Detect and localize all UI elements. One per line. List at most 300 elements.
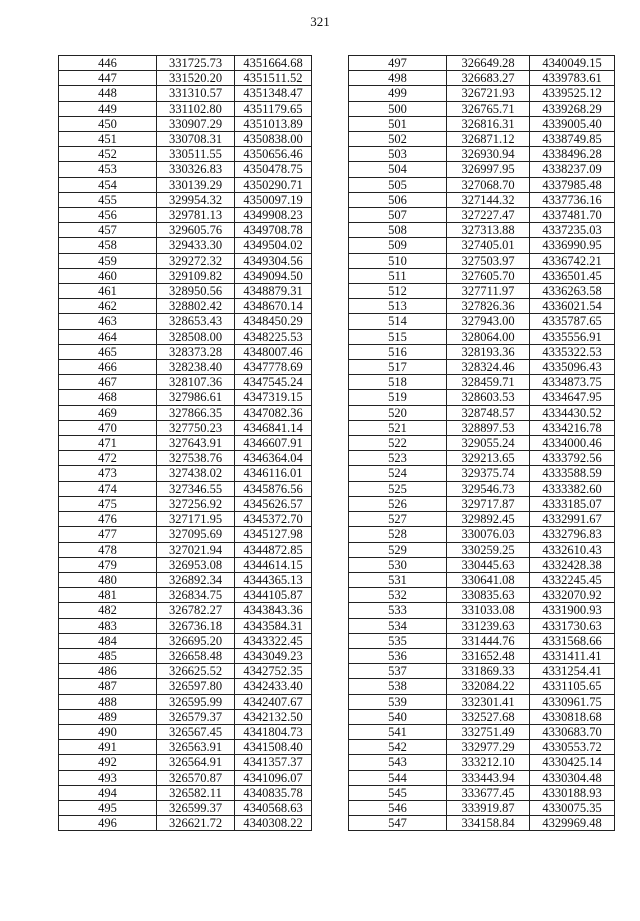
- x-coordinate-cell: 328950.56: [157, 284, 235, 299]
- table-row: [59, 800, 312, 815]
- table-row: [59, 268, 312, 283]
- y-coordinate-cell: 4331568.66: [530, 633, 615, 648]
- table-row: [349, 496, 615, 511]
- x-coordinate-cell: 330708.31: [157, 132, 235, 147]
- table-row: [349, 557, 615, 572]
- point-number-cell: 465: [59, 344, 157, 359]
- x-coordinate-cell: 330907.29: [157, 116, 235, 131]
- y-coordinate-cell: 4337985.48: [530, 177, 615, 192]
- point-number-cell: 489: [59, 709, 157, 724]
- y-coordinate-cell: 4334000.46: [530, 436, 615, 451]
- table-row: [349, 679, 615, 694]
- point-number-cell: 522: [349, 436, 447, 451]
- table-row: [59, 740, 312, 755]
- x-coordinate-cell: 326625.52: [157, 664, 235, 679]
- point-number-cell: 470: [59, 420, 157, 435]
- table-row: [349, 481, 615, 496]
- point-number-cell: 484: [59, 633, 157, 648]
- y-coordinate-cell: 4347082.36: [235, 405, 312, 420]
- x-coordinate-cell: 329892.45: [447, 512, 530, 527]
- y-coordinate-cell: 4344614.15: [235, 557, 312, 572]
- table-row: [59, 694, 312, 709]
- x-coordinate-cell: 332301.41: [447, 694, 530, 709]
- y-coordinate-cell: 4345626.57: [235, 496, 312, 511]
- point-number-cell: 500: [349, 101, 447, 116]
- x-coordinate-cell: 328064.00: [447, 329, 530, 344]
- table-row: [59, 56, 312, 71]
- point-number-cell: 509: [349, 238, 447, 253]
- y-coordinate-cell: 4351013.89: [235, 116, 312, 131]
- y-coordinate-cell: 4337736.16: [530, 192, 615, 207]
- table-row: [349, 238, 615, 253]
- table-row: [59, 572, 312, 587]
- x-coordinate-cell: 326649.28: [447, 56, 530, 71]
- x-coordinate-cell: 330076.03: [447, 527, 530, 542]
- y-coordinate-cell: 4344365.13: [235, 572, 312, 587]
- point-number-cell: 513: [349, 299, 447, 314]
- y-coordinate-cell: 4348879.31: [235, 284, 312, 299]
- table-row: [349, 71, 615, 86]
- table-row: [349, 208, 615, 223]
- table-row: [59, 724, 312, 739]
- point-number-cell: 459: [59, 253, 157, 268]
- point-number-cell: 483: [59, 618, 157, 633]
- point-number-cell: 515: [349, 329, 447, 344]
- y-coordinate-cell: 4331900.93: [530, 603, 615, 618]
- y-coordinate-cell: 4350838.00: [235, 132, 312, 147]
- point-number-cell: 482: [59, 603, 157, 618]
- x-coordinate-cell: 328107.36: [157, 375, 235, 390]
- point-number-cell: 491: [59, 740, 157, 755]
- point-number-cell: 457: [59, 223, 157, 238]
- y-coordinate-cell: 4341508.40: [235, 740, 312, 755]
- y-coordinate-cell: 4336742.21: [530, 253, 615, 268]
- table-row: [59, 588, 312, 603]
- table-row: [59, 162, 312, 177]
- point-number-cell: 498: [349, 71, 447, 86]
- point-number-cell: 451: [59, 132, 157, 147]
- point-number-cell: 461: [59, 284, 157, 299]
- y-coordinate-cell: 4346116.01: [235, 466, 312, 481]
- y-coordinate-cell: 4338496.28: [530, 147, 615, 162]
- y-coordinate-cell: 4344105.87: [235, 588, 312, 603]
- table-row: [349, 405, 615, 420]
- point-number-cell: 508: [349, 223, 447, 238]
- point-number-cell: 517: [349, 360, 447, 375]
- point-number-cell: 528: [349, 527, 447, 542]
- table-row: [59, 299, 312, 314]
- point-number-cell: 446: [59, 56, 157, 71]
- y-coordinate-cell: 4348007.46: [235, 344, 312, 359]
- point-number-cell: 526: [349, 496, 447, 511]
- point-number-cell: 506: [349, 192, 447, 207]
- y-coordinate-cell: 4334430.52: [530, 405, 615, 420]
- y-coordinate-cell: 4350290.71: [235, 177, 312, 192]
- table-row: [59, 466, 312, 481]
- table-row: [349, 344, 615, 359]
- point-number-cell: 474: [59, 481, 157, 496]
- y-coordinate-cell: 4343584.31: [235, 618, 312, 633]
- x-coordinate-cell: 331033.08: [447, 603, 530, 618]
- point-number-cell: 521: [349, 420, 447, 435]
- x-coordinate-cell: 326582.11: [157, 785, 235, 800]
- x-coordinate-cell: 332977.29: [447, 740, 530, 755]
- y-coordinate-cell: 4331730.63: [530, 618, 615, 633]
- x-coordinate-cell: 328653.43: [157, 314, 235, 329]
- table-row: [349, 147, 615, 162]
- x-coordinate-cell: 327605.70: [447, 268, 530, 283]
- y-coordinate-cell: 4344872.85: [235, 542, 312, 557]
- x-coordinate-cell: 326816.31: [447, 116, 530, 131]
- y-coordinate-cell: 4332428.38: [530, 557, 615, 572]
- y-coordinate-cell: 4351511.52: [235, 71, 312, 86]
- y-coordinate-cell: 4335096.43: [530, 360, 615, 375]
- point-number-cell: 524: [349, 466, 447, 481]
- y-coordinate-cell: 4330683.70: [530, 724, 615, 739]
- y-coordinate-cell: 4336263.58: [530, 284, 615, 299]
- y-coordinate-cell: 4336501.45: [530, 268, 615, 283]
- y-coordinate-cell: 4345127.98: [235, 527, 312, 542]
- y-coordinate-cell: 4330961.75: [530, 694, 615, 709]
- point-number-cell: 535: [349, 633, 447, 648]
- x-coordinate-cell: 329781.13: [157, 208, 235, 223]
- table-row: [349, 633, 615, 648]
- point-number-cell: 499: [349, 86, 447, 101]
- x-coordinate-cell: 328748.57: [447, 405, 530, 420]
- y-coordinate-cell: 4341357.37: [235, 755, 312, 770]
- y-coordinate-cell: 4347778.69: [235, 360, 312, 375]
- point-number-cell: 529: [349, 542, 447, 557]
- table-row: [59, 618, 312, 633]
- point-number-cell: 505: [349, 177, 447, 192]
- table-row: [349, 618, 615, 633]
- x-coordinate-cell: 330511.55: [157, 147, 235, 162]
- y-coordinate-cell: 4342433.40: [235, 679, 312, 694]
- table-row: [59, 542, 312, 557]
- y-coordinate-cell: 4347319.15: [235, 390, 312, 405]
- y-coordinate-cell: 4335322.53: [530, 344, 615, 359]
- y-coordinate-cell: 4331254.41: [530, 664, 615, 679]
- x-coordinate-cell: 326930.94: [447, 147, 530, 162]
- y-coordinate-cell: 4332991.67: [530, 512, 615, 527]
- coordinates-table-left: [58, 55, 312, 831]
- point-number-cell: 512: [349, 284, 447, 299]
- x-coordinate-cell: 328508.00: [157, 329, 235, 344]
- table-row: [349, 603, 615, 618]
- point-number-cell: 468: [59, 390, 157, 405]
- point-number-cell: 454: [59, 177, 157, 192]
- x-coordinate-cell: 331520.20: [157, 71, 235, 86]
- point-number-cell: 496: [59, 816, 157, 831]
- table-row: [349, 800, 615, 815]
- x-coordinate-cell: 327405.01: [447, 238, 530, 253]
- table-row: [349, 527, 615, 542]
- x-coordinate-cell: 333443.94: [447, 770, 530, 785]
- y-coordinate-cell: 4343843.36: [235, 603, 312, 618]
- x-coordinate-cell: 328238.40: [157, 360, 235, 375]
- table-row: [349, 466, 615, 481]
- x-coordinate-cell: 327503.97: [447, 253, 530, 268]
- point-number-cell: 447: [59, 71, 157, 86]
- x-coordinate-cell: 326892.34: [157, 572, 235, 587]
- table-row: [59, 512, 312, 527]
- y-coordinate-cell: 4340049.15: [530, 56, 615, 71]
- table-row: [59, 557, 312, 572]
- table-row: [59, 496, 312, 511]
- y-coordinate-cell: 4350478.75: [235, 162, 312, 177]
- y-coordinate-cell: 4349708.78: [235, 223, 312, 238]
- y-coordinate-cell: 4340568.63: [235, 800, 312, 815]
- x-coordinate-cell: 331310.57: [157, 86, 235, 101]
- table-row: [349, 284, 615, 299]
- point-number-cell: 514: [349, 314, 447, 329]
- table-row: [59, 770, 312, 785]
- x-coordinate-cell: 329109.82: [157, 268, 235, 283]
- x-coordinate-cell: 328193.36: [447, 344, 530, 359]
- point-number-cell: 477: [59, 527, 157, 542]
- x-coordinate-cell: 326579.37: [157, 709, 235, 724]
- point-number-cell: 478: [59, 542, 157, 557]
- y-coordinate-cell: 4349908.23: [235, 208, 312, 223]
- table-row: [59, 755, 312, 770]
- x-coordinate-cell: 326834.75: [157, 588, 235, 603]
- table-row: [59, 116, 312, 131]
- point-number-cell: 456: [59, 208, 157, 223]
- table-row: [59, 132, 312, 147]
- point-number-cell: 523: [349, 451, 447, 466]
- table-row: [349, 740, 615, 755]
- point-number-cell: 518: [349, 375, 447, 390]
- table-row: [349, 132, 615, 147]
- x-coordinate-cell: 332084.22: [447, 679, 530, 694]
- table-row: [349, 451, 615, 466]
- x-coordinate-cell: 327346.55: [157, 481, 235, 496]
- x-coordinate-cell: 327144.32: [447, 192, 530, 207]
- x-coordinate-cell: 327438.02: [157, 466, 235, 481]
- point-number-cell: 475: [59, 496, 157, 511]
- point-number-cell: 448: [59, 86, 157, 101]
- point-number-cell: 462: [59, 299, 157, 314]
- table-row: [349, 360, 615, 375]
- table-row: [59, 664, 312, 679]
- y-coordinate-cell: 4348225.53: [235, 329, 312, 344]
- y-coordinate-cell: 4333185.07: [530, 496, 615, 511]
- y-coordinate-cell: 4339268.29: [530, 101, 615, 116]
- table-row: [59, 420, 312, 435]
- y-coordinate-cell: 4331105.65: [530, 679, 615, 694]
- point-number-cell: 532: [349, 588, 447, 603]
- x-coordinate-cell: 327021.94: [157, 542, 235, 557]
- table-row: [349, 755, 615, 770]
- point-number-cell: 472: [59, 451, 157, 466]
- x-coordinate-cell: 327866.35: [157, 405, 235, 420]
- x-coordinate-cell: 329272.32: [157, 253, 235, 268]
- x-coordinate-cell: 326595.99: [157, 694, 235, 709]
- y-coordinate-cell: 4339783.61: [530, 71, 615, 86]
- table-row: [59, 147, 312, 162]
- x-coordinate-cell: 329055.24: [447, 436, 530, 451]
- table-row: [59, 679, 312, 694]
- point-number-cell: 450: [59, 116, 157, 131]
- y-coordinate-cell: 4351179.65: [235, 101, 312, 116]
- point-number-cell: 471: [59, 436, 157, 451]
- x-coordinate-cell: 327826.36: [447, 299, 530, 314]
- x-coordinate-cell: 329605.76: [157, 223, 235, 238]
- x-coordinate-cell: 326564.91: [157, 755, 235, 770]
- table-row: [349, 314, 615, 329]
- point-number-cell: 488: [59, 694, 157, 709]
- y-coordinate-cell: 4343049.23: [235, 648, 312, 663]
- x-coordinate-cell: 329954.32: [157, 192, 235, 207]
- table-row: [349, 436, 615, 451]
- point-number-cell: 525: [349, 481, 447, 496]
- point-number-cell: 497: [349, 56, 447, 71]
- x-coordinate-cell: 328459.71: [447, 375, 530, 390]
- y-coordinate-cell: 4332245.45: [530, 572, 615, 587]
- x-coordinate-cell: 326599.37: [157, 800, 235, 815]
- point-number-cell: 480: [59, 572, 157, 587]
- x-coordinate-cell: 327750.23: [157, 420, 235, 435]
- table-row: [349, 192, 615, 207]
- point-number-cell: 511: [349, 268, 447, 283]
- x-coordinate-cell: 326871.12: [447, 132, 530, 147]
- table-row: [59, 375, 312, 390]
- point-number-cell: 460: [59, 268, 157, 283]
- point-number-cell: 467: [59, 375, 157, 390]
- x-coordinate-cell: 326567.45: [157, 724, 235, 739]
- table-row: [59, 238, 312, 253]
- point-number-cell: 510: [349, 253, 447, 268]
- table-row: [349, 770, 615, 785]
- y-coordinate-cell: 4332796.83: [530, 527, 615, 542]
- y-coordinate-cell: 4345372.70: [235, 512, 312, 527]
- table-row: [59, 329, 312, 344]
- x-coordinate-cell: 330445.63: [447, 557, 530, 572]
- x-coordinate-cell: 329375.74: [447, 466, 530, 481]
- y-coordinate-cell: 4334216.78: [530, 420, 615, 435]
- point-number-cell: 464: [59, 329, 157, 344]
- x-coordinate-cell: 330641.08: [447, 572, 530, 587]
- y-coordinate-cell: 4330075.35: [530, 800, 615, 815]
- x-coordinate-cell: 331239.63: [447, 618, 530, 633]
- x-coordinate-cell: 327986.61: [157, 390, 235, 405]
- table-row: [349, 162, 615, 177]
- y-coordinate-cell: 4350097.19: [235, 192, 312, 207]
- y-coordinate-cell: 4339005.40: [530, 116, 615, 131]
- x-coordinate-cell: 327643.91: [157, 436, 235, 451]
- table-row: [349, 101, 615, 116]
- y-coordinate-cell: 4348670.14: [235, 299, 312, 314]
- point-number-cell: 547: [349, 816, 447, 831]
- table-row: [59, 177, 312, 192]
- x-coordinate-cell: 333212.10: [447, 755, 530, 770]
- table-row: [349, 709, 615, 724]
- x-coordinate-cell: 327095.69: [157, 527, 235, 542]
- x-coordinate-cell: 326597.80: [157, 679, 235, 694]
- table-row: [349, 86, 615, 101]
- y-coordinate-cell: 4332070.92: [530, 588, 615, 603]
- point-number-cell: 543: [349, 755, 447, 770]
- point-number-cell: 527: [349, 512, 447, 527]
- x-coordinate-cell: 327068.70: [447, 177, 530, 192]
- point-number-cell: 542: [349, 740, 447, 755]
- table-row: [349, 694, 615, 709]
- point-number-cell: 538: [349, 679, 447, 694]
- y-coordinate-cell: 4331411.41: [530, 648, 615, 663]
- point-number-cell: 463: [59, 314, 157, 329]
- table-row: [349, 177, 615, 192]
- x-coordinate-cell: 328373.28: [157, 344, 235, 359]
- y-coordinate-cell: 4335787.65: [530, 314, 615, 329]
- y-coordinate-cell: 4333792.56: [530, 451, 615, 466]
- point-number-cell: 533: [349, 603, 447, 618]
- point-number-cell: 534: [349, 618, 447, 633]
- x-coordinate-cell: 331652.48: [447, 648, 530, 663]
- y-coordinate-cell: 4349094.50: [235, 268, 312, 283]
- x-coordinate-cell: 333919.87: [447, 800, 530, 815]
- y-coordinate-cell: 4330425.14: [530, 755, 615, 770]
- y-coordinate-cell: 4342752.35: [235, 664, 312, 679]
- x-coordinate-cell: 331444.76: [447, 633, 530, 648]
- table-row: [59, 451, 312, 466]
- y-coordinate-cell: 4346841.14: [235, 420, 312, 435]
- y-coordinate-cell: 4336990.95: [530, 238, 615, 253]
- y-coordinate-cell: 4340308.22: [235, 816, 312, 831]
- x-coordinate-cell: 327711.97: [447, 284, 530, 299]
- y-coordinate-cell: 4349304.56: [235, 253, 312, 268]
- x-coordinate-cell: 326782.27: [157, 603, 235, 618]
- x-coordinate-cell: 328324.46: [447, 360, 530, 375]
- y-coordinate-cell: 4330818.68: [530, 709, 615, 724]
- y-coordinate-cell: 4338237.09: [530, 162, 615, 177]
- x-coordinate-cell: 327538.76: [157, 451, 235, 466]
- point-number-cell: 540: [349, 709, 447, 724]
- y-coordinate-cell: 4333588.59: [530, 466, 615, 481]
- table-row: [59, 284, 312, 299]
- x-coordinate-cell: 327227.47: [447, 208, 530, 223]
- y-coordinate-cell: 4342407.67: [235, 694, 312, 709]
- table-row: [349, 572, 615, 587]
- y-coordinate-cell: 4342132.50: [235, 709, 312, 724]
- x-coordinate-cell: 331102.80: [157, 101, 235, 116]
- table-row: [59, 785, 312, 800]
- y-coordinate-cell: 4329969.48: [530, 816, 615, 831]
- point-number-cell: 516: [349, 344, 447, 359]
- coordinates-table-right: [348, 55, 615, 831]
- x-coordinate-cell: 331725.73: [157, 56, 235, 71]
- table-row: [349, 268, 615, 283]
- point-number-cell: 473: [59, 466, 157, 481]
- point-number-cell: 453: [59, 162, 157, 177]
- point-number-cell: 486: [59, 664, 157, 679]
- table-row: [59, 101, 312, 116]
- table-row: [59, 192, 312, 207]
- point-number-cell: 495: [59, 800, 157, 815]
- y-coordinate-cell: 4339525.12: [530, 86, 615, 101]
- y-coordinate-cell: 4346607.91: [235, 436, 312, 451]
- point-number-cell: 531: [349, 572, 447, 587]
- table-row: [349, 375, 615, 390]
- x-coordinate-cell: 327313.88: [447, 223, 530, 238]
- x-coordinate-cell: 329717.87: [447, 496, 530, 511]
- page-number: 321: [310, 14, 330, 29]
- point-number-cell: 485: [59, 648, 157, 663]
- y-coordinate-cell: 4330553.72: [530, 740, 615, 755]
- x-coordinate-cell: 330259.25: [447, 542, 530, 557]
- point-number-cell: 479: [59, 557, 157, 572]
- point-number-cell: 502: [349, 132, 447, 147]
- x-coordinate-cell: 326765.71: [447, 101, 530, 116]
